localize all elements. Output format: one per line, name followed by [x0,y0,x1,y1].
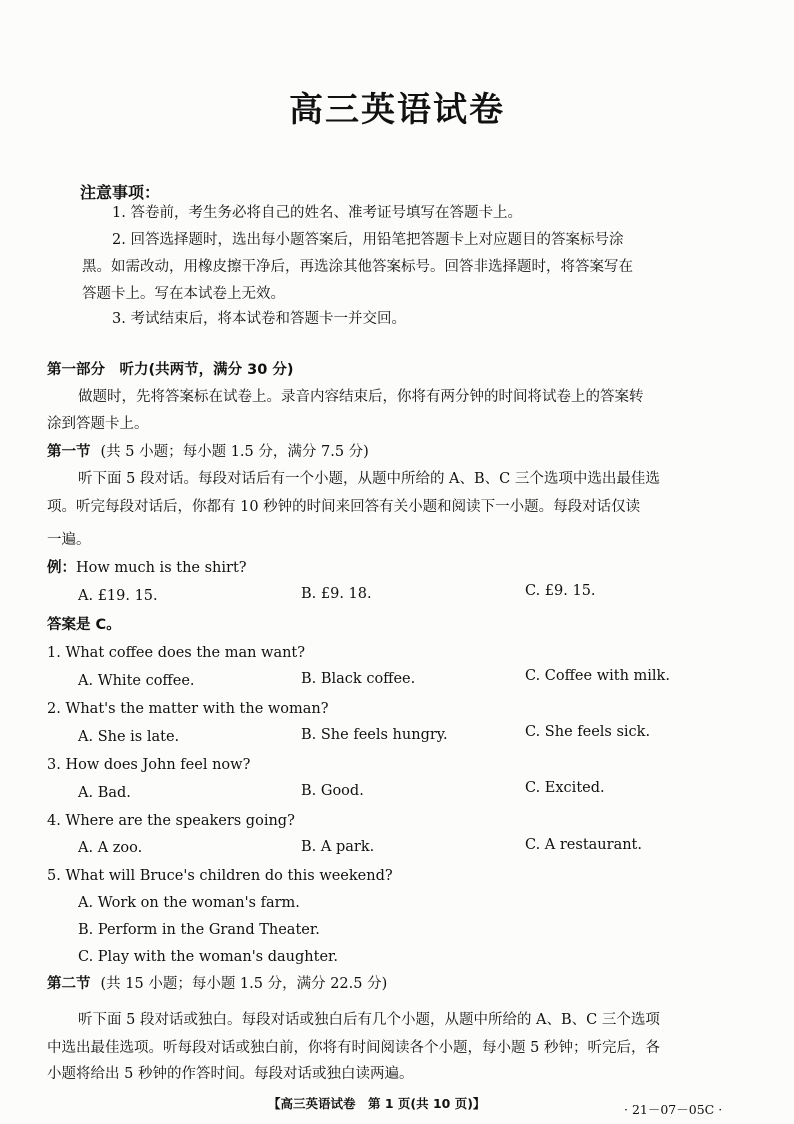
footer-code: · 21－07－05C · [624,1102,723,1117]
notice-item-2-line-2: 黑。如需改动，用橡皮擦干净后，再选涂其他答案标号。回答非选择题时，将答案写在 [82,259,633,275]
example-answer: 答案是 C。 [47,617,121,633]
section2-intro-line-1: 听下面 5 段对话或独白。每段对话或独白后有几个小题，从题中所给的 A、B、C 三个选项 [78,1012,660,1028]
question-1-option-c: C. Coffee with milk. [525,668,670,684]
part1-intro-line-2: 涂到答题卡上。 [47,416,149,432]
question-3-option-c: C. Excited. [525,780,605,796]
footer-page-info: 【高三英语试卷 第 1 页(共 10 页)】 [268,1096,486,1111]
section1-intro-line-2: 项。听完每段对话后，你都有 10 秒钟的时间来回答有关小题和阅读下一小题。每段对话仅读 [47,499,641,515]
section1-intro-line-3: 一遍。 [47,532,91,548]
section1-intro-line-1: 听下面 5 段对话。每段对话后有一个小题，从题中所给的 A、B、C 三个选项中选出最佳选 [78,471,660,487]
section2-label: 第二节 [47,976,91,992]
question-3-option-a: A. Bad. [78,785,131,801]
question-1-option-b: B. Black coffee. [301,671,416,687]
question-2-option-b: B. She feels hungry. [301,727,448,743]
question-3: 3. How does John feel now? [47,757,251,773]
part1-intro-line-1: 做题时，先将答案标在试卷上。录音内容结束后，你将有两分钟的时间将试卷上的答案转 [78,389,644,405]
question-4-option-b: B. A park. [301,839,375,855]
part1-heading: 第一部分 听力(共两节，满分 30 分) [47,362,294,378]
question-2-option-c: C. She feels sick. [525,724,651,740]
notice-item-3: 3. 考试结束后，将本试卷和答题卡一并交回。 [112,311,406,327]
example-question-text: How much is the shirt? [76,560,247,576]
question-3-option-b: B. Good. [301,783,364,799]
section2-intro-line-2: 中选出最佳选项。听每段对话或独白前，你将有时间阅读各个小题，每小题 5 秒钟；听完后，各 [47,1040,660,1056]
section2-heading [47,974,387,994]
question-5: 5. What will Bruce's children do this weekend? [47,868,393,884]
section1-heading [47,442,369,462]
question-5-option-b: B. Perform in the Grand Theater. [78,922,320,938]
section2-intro-line-3: 小题将给出 5 秒钟的作答时间。每段对话或独白读两遍。 [47,1066,414,1082]
notice-item-2-line-3: 答题卡上。写在本试卷上无效。 [82,286,285,302]
notice-item-2-line-1: 2. 回答选择题时，选出每小题答案后，用铅笔把答题卡上对应题目的答案标号涂 [112,232,624,248]
question-5-option-a: A. Work on the woman's farm. [78,895,300,911]
example-question [47,558,247,578]
question-4: 4. Where are the speakers going? [47,813,295,829]
page-title: 高三英语试卷 [289,90,505,130]
notice-heading: 注意事项： [80,183,161,202]
section2-rules: (共 15 小题；每小题 1.5 分，满分 22.5 分) [100,976,388,992]
example-option-b: B. £9. 18. [301,586,372,602]
section1-label: 第一节 [47,444,91,460]
example-option-c: C. £9. 15. [525,583,596,599]
question-4-option-c: C. A restaurant. [525,837,642,853]
notice-item-1: 1. 答卷前，考生务必将自己的姓名、准考证号填写在答题卡上。 [112,205,522,221]
example-option-a: A. £19. 15. [78,588,158,604]
question-1: 1. What coffee does the man want? [47,645,306,661]
question-5-option-c: C. Play with the woman's daughter. [78,949,338,965]
question-2-option-a: A. She is late. [78,729,180,745]
section1-rules: (共 5 小题；每小题 1.5 分，满分 7.5 分) [100,444,369,460]
question-4-option-a: A. A zoo. [78,840,143,856]
question-1-option-a: A. White coffee. [78,673,195,689]
question-2: 2. What's the matter with the woman? [47,701,329,717]
example-label: 例： [47,560,76,576]
